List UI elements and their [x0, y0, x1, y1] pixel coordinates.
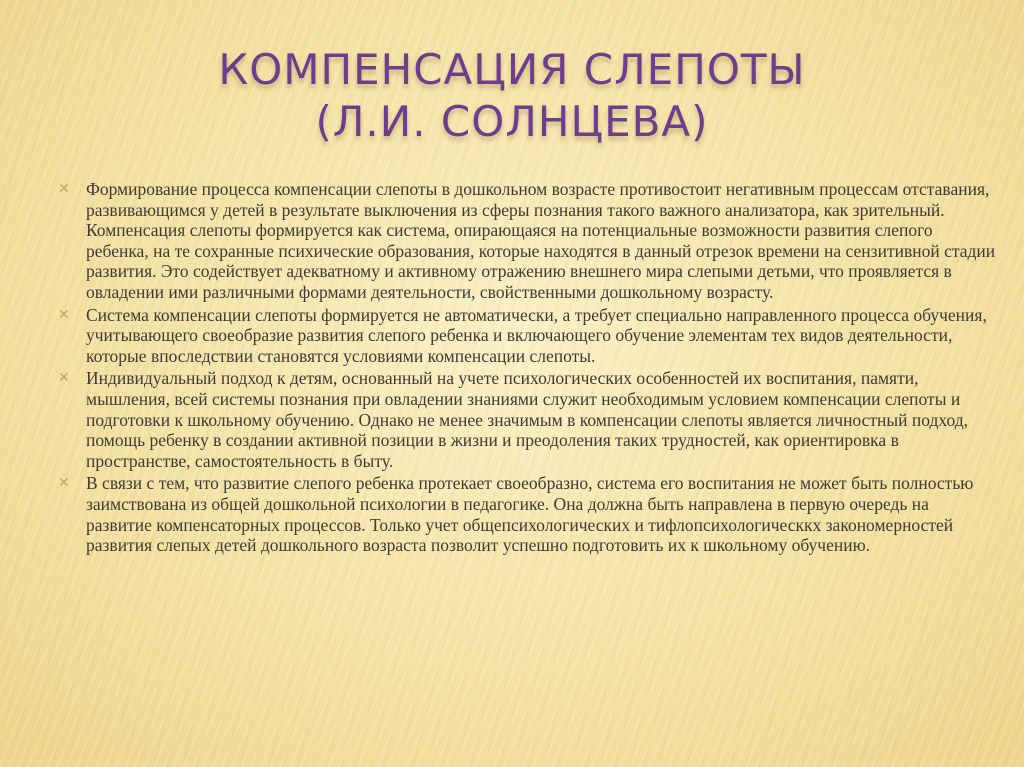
bullet-text: Система компенсации слепоты формируется не автоматически, а требует специально направленного процесса обучения, учитывающего своеобразие развития слепого ребенка и включающего обучение элементам тех видов деятельности, которые впоследствии становятся условиями компенсации слепоты.: [86, 304, 987, 366]
title-line-2: (Л.И. СОЛНЦЕВА): [315, 97, 709, 146]
x-mark-icon: ✕: [58, 181, 70, 197]
bullet-text: В связи с тем, что развитие слепого ребенка протекает своеобразно, система его воспитания не может быть полностью заимствована из общей дошкольной психологии в педагогике. Она должна быть направлена в первую очередь на развитие компенсаторных процессов. Только учет общепсихологических и тифлопсихологическкх закономерностей развития слепых детей дошкольного возраста позволит успешно подготовить их к школьному обучению.: [86, 473, 974, 556]
bullet-text: Формирование процесса компенсации слепоты в дошкольном возрасте противостоит негативным процессам отставания, развивающимся у детей в результате выключения из сферы познания такого важного анализатора, как зрительный. Компенсация слепоты формируется как система, опирающаяся на потенциальные возможности развития слепого ребенка, на те сохранные психические образования, которые находятся в данный отрезок времени на сензитивной стадии развития. Это содействует адекватному и активному отражению внешнего мира слепыми детьми, что проявляется в овладении ими различными формами деятельности, свойственными дошкольному возрасту.: [86, 179, 996, 302]
bullet-item-4: [58, 473, 998, 555]
bullet-list: [58, 179, 998, 558]
x-mark-icon: ✕: [58, 475, 70, 492]
title-line-1: КОМПЕНСАЦИЯ СЛЕПОТЫ: [218, 45, 806, 94]
bullet-text: Индивидуальный подход к детям, основанный на учете психологических особенностей их воспитания, памяти, мышления, всей системы познания при овладении знаниями служит необходимым условием компенсации слепоты и подготовки к школьному обучению. Однако не менее значимым в компенсации слепоты является личностный подход, помощь ребенку в создании активной позиции в жизни и преодоления таких трудностей, как ориентировка в пространстве, самостоятельность в быту.: [86, 368, 969, 471]
slide-title: [0, 44, 1024, 148]
bullet-item-3: [58, 368, 998, 471]
x-mark-icon: ✕: [58, 370, 70, 387]
bullet-item-2: [58, 305, 998, 367]
bullet-item-1: [58, 179, 998, 303]
x-mark-icon: ✕: [58, 306, 70, 323]
